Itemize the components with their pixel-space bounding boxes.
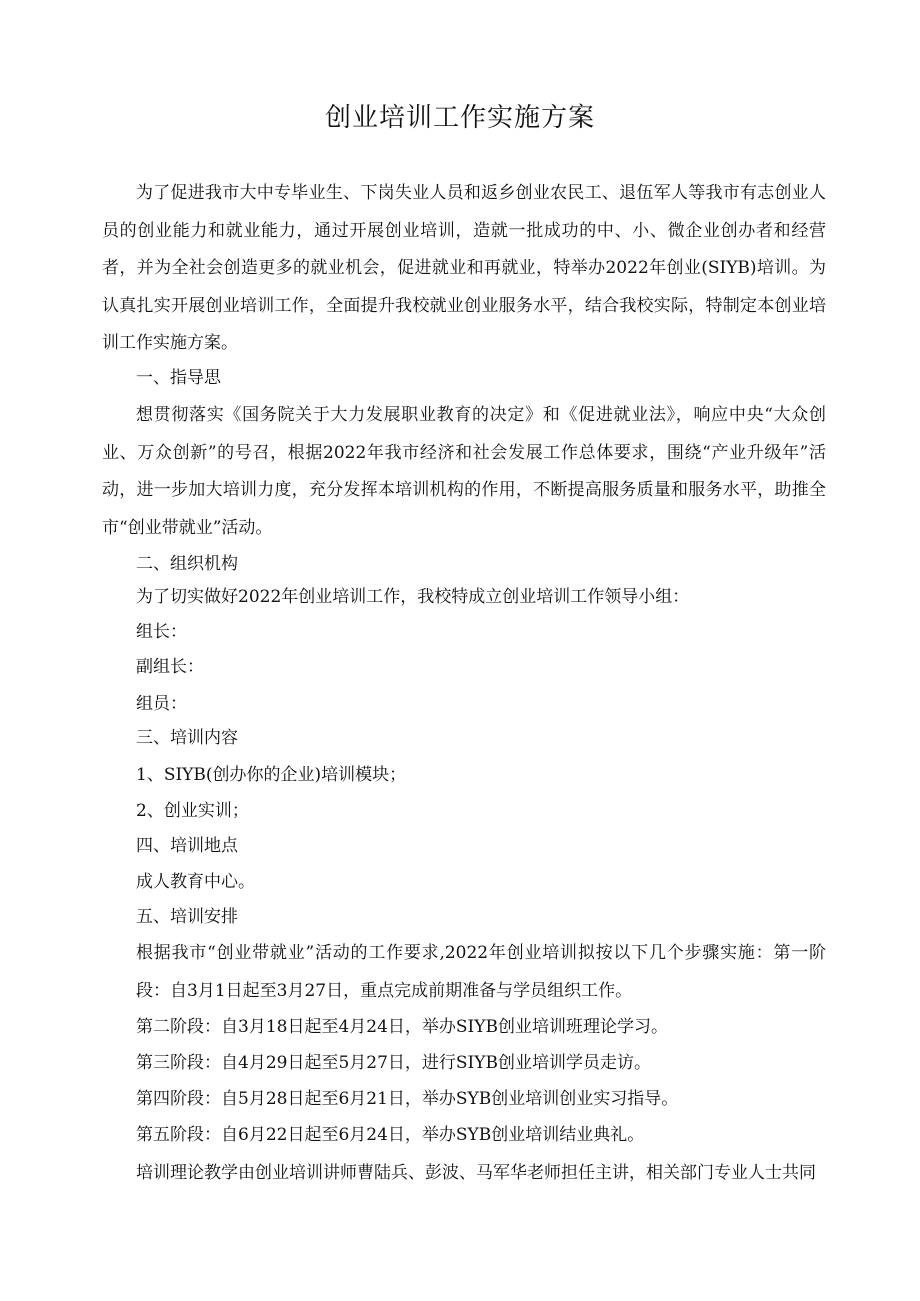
section5-body: 根据我市“创业带就业”活动的工作要求,2022年创业培训拟按以下几个步骤实施：第一阶段：自3月1日起至3月27日，重点完成前期准备与学员组织工作。	[136, 943, 826, 1001]
deputy-label: 副组长：	[136, 657, 204, 677]
section4-heading: 四、培训地点	[136, 836, 238, 856]
intro-paragraph: 为了促进我市大中专毕业生、下岗失业人员和返乡创业农民工、退伍军人等我市有志创业人员的创业能力和就业能力，通过开展创业培训，造就一批成功的中、小、微企业创办者和经营者，并为全社会创造更多的就业机会，促进就业和再就业，特举办2022年创业(SIYB)培训。为认真扎实开展创业培训工作，全面提升我校就业创业服务水平，结合我校实际，特制定本创业培训工作实施方案。	[102, 183, 826, 353]
section4-body: 成人教育中心。	[136, 872, 255, 892]
section1-body: 想贯彻落实《国务院关于大力发展职业教育的决定》和《促进就业法》，响应中央“大众创业、万众创新”的号召，根据2022年我市经济和社会发展工作总体要求，围绕“产业升级年”活动，进一步加大培训力度，充分发挥本培训机构的作用，不断提高服务质量和服务水平，助推全市“创业带就业”活动。	[102, 405, 826, 538]
section3-item-2: 2、创业实训；	[136, 801, 249, 821]
closing-paragraph: 培训理论教学由创业培训讲师曹陆兵、彭波、马军华老师担任主讲，相关部门专业人士共同	[136, 1163, 816, 1183]
document-title: 创业培训工作实施方案	[324, 103, 595, 133]
section2-body: 为了切实做好2022年创业培训工作，我校特成立创业培训工作领导小组：	[136, 587, 690, 607]
section5-heading: 五、培训安排	[136, 907, 238, 927]
section3-heading: 三、培训内容	[136, 728, 238, 748]
section2-heading: 二、组织机构	[136, 554, 238, 574]
section1-heading: 一、指导思	[136, 368, 221, 388]
stage-5: 第五阶段：自6月22日起至6月24日，举办SYB创业培训结业典礼。	[136, 1125, 645, 1145]
members-label: 组员：	[136, 694, 187, 714]
leader-label: 组长：	[136, 622, 187, 642]
stage-4: 第四阶段：自5月28日起至6月21日，举办SYB创业培训创业实习指导。	[136, 1089, 679, 1109]
stage-2: 第二阶段：自3月18日起至4月24日，举办SIYB创业培训班理论学习。	[136, 1017, 668, 1037]
section3-item-1: 1、SIYB(创办你的企业)培训模块；	[136, 765, 407, 785]
stage-3: 第三阶段：自4月29日起至5月27日，进行SIYB创业培训学员走访。	[136, 1053, 651, 1073]
